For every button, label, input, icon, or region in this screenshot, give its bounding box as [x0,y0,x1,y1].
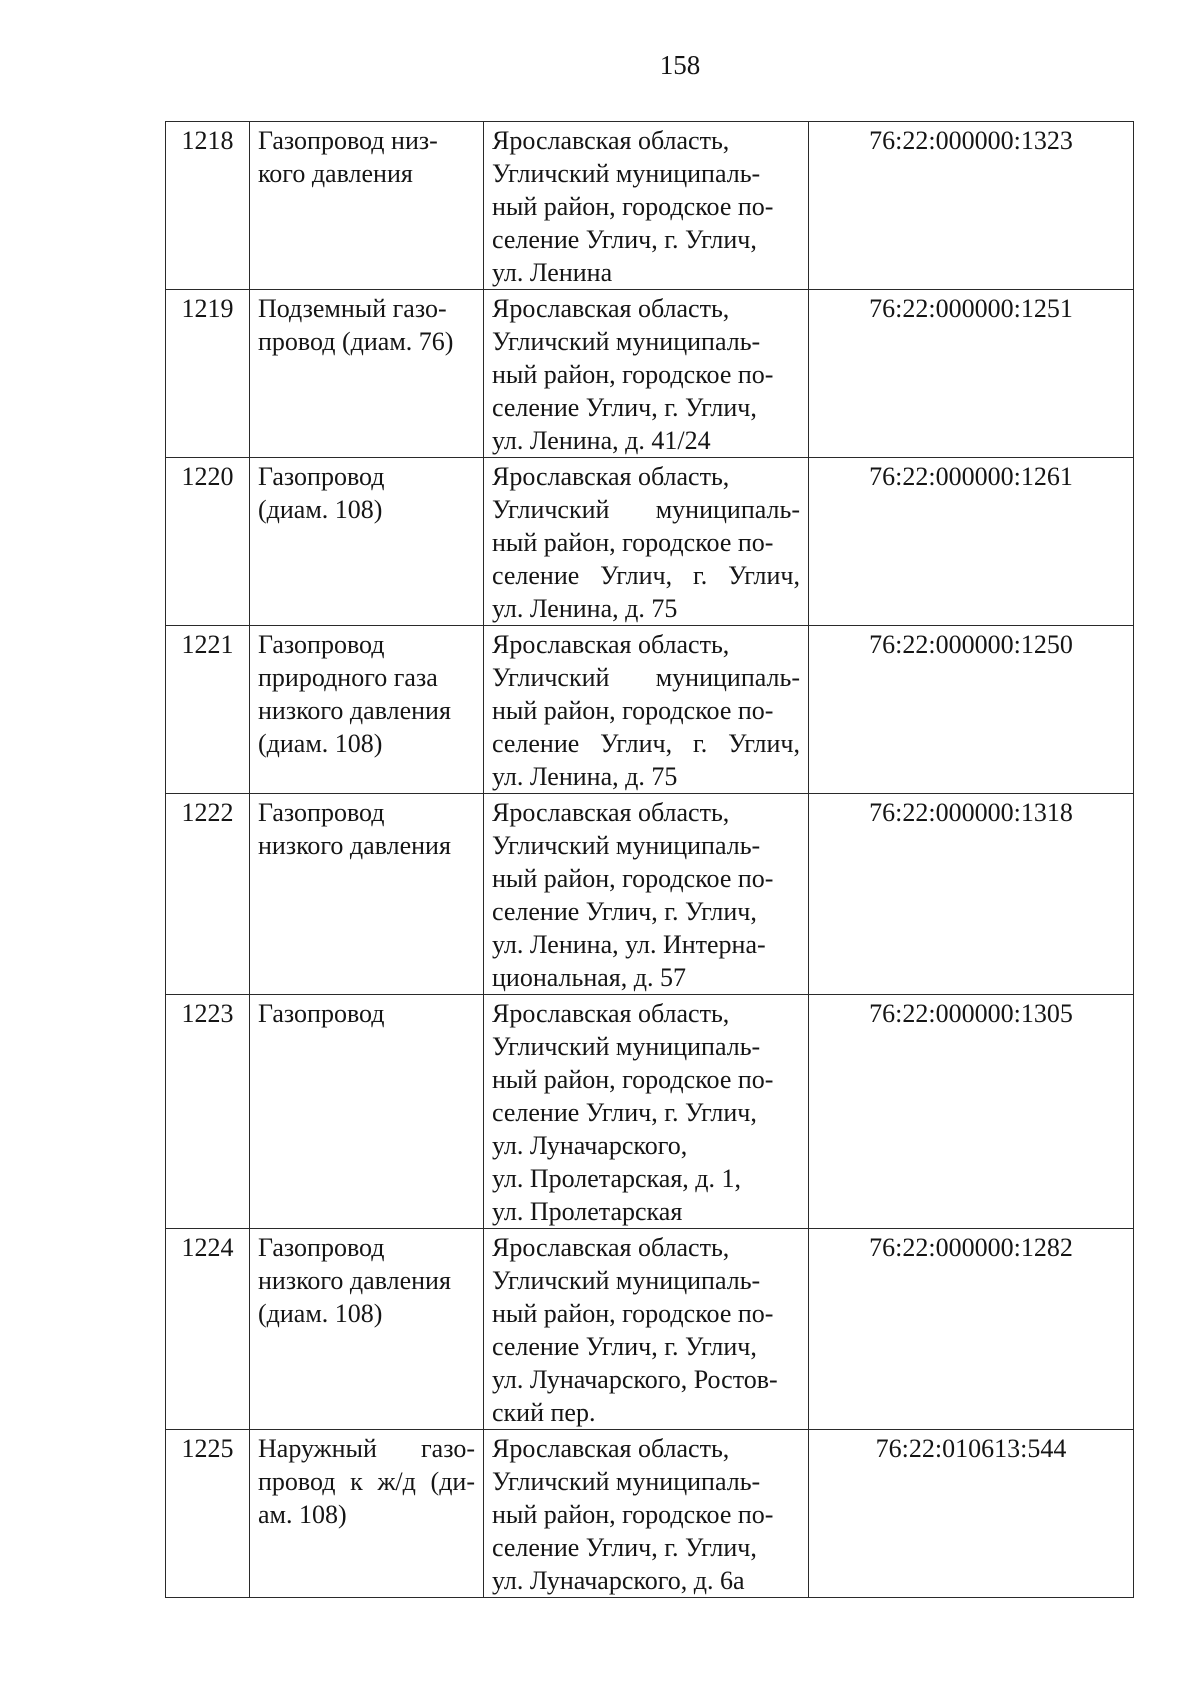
address-line: селение Углич, г. Углич, [492,561,800,590]
cadastral-number: 76:22:010613:544 [809,1430,1134,1598]
cadastral-number: 76:22:000000:1261 [809,458,1134,626]
object-name-line: низкого давления [258,1266,451,1295]
address-line: ул. Луначарского, Ростов- [492,1365,778,1394]
address-line: ский пер. [492,1398,596,1427]
address-line: Ярославская область, [492,462,730,491]
address-line: циональная, д. 57 [492,963,686,992]
object-name-line: (диам. 108) [258,1299,383,1328]
cadastral-number: 76:22:000000:1251 [809,290,1134,458]
address-cell [484,458,809,626]
address-line: Ярославская область, [492,1434,730,1463]
address-line: ул. Луначарского, д. 6а [492,1566,745,1595]
page-number: 158 [659,50,701,80]
object-name-cell [250,122,484,290]
address-line: Ярославская область, [492,294,730,323]
table-row [166,794,1134,995]
object-name-cell [250,626,484,794]
address-line: ный район, городское по- [492,696,774,725]
address-line: Ярославская область, [492,126,730,155]
address-cell [484,1229,809,1430]
address-line: селение Углич, г. Углич, [492,1332,757,1361]
table-row [166,290,1134,458]
address-line: Угличский муниципаль- [492,495,800,524]
object-name-cell [250,1229,484,1430]
address-line: Угличский муниципаль- [492,1266,761,1295]
object-name-line: кого давления [258,159,413,188]
object-name-cell [250,794,484,995]
object-name-line: Газопровод [258,630,385,659]
address-line: ный район, городское по- [492,528,774,557]
address-line: ул. Луначарского, [492,1131,688,1160]
cadastral-number: 76:22:000000:1318 [809,794,1134,995]
address-cell [484,122,809,290]
address-cell [484,1430,809,1598]
address-line: селение Углич, г. Углич, [492,225,757,254]
address-line: ул. Ленина, д. 75 [492,594,678,623]
address-cell [484,995,809,1229]
address-line: ул. Ленина [492,258,613,287]
address-line: ул. Пролетарская, д. 1, [492,1164,742,1193]
object-name-line: провод (диам. 76) [258,327,454,356]
object-name-cell [250,290,484,458]
table-row [166,626,1134,794]
row-number: 1220 [166,458,250,626]
address-line: ный район, городское по- [492,1500,774,1529]
address-cell [484,290,809,458]
object-name-line: Газопровод [258,462,385,491]
row-number: 1218 [166,122,250,290]
table-row [166,458,1134,626]
address-line: Ярославская область, [492,1233,730,1262]
row-number: 1223 [166,995,250,1229]
object-name-cell [250,458,484,626]
address-cell [484,626,809,794]
object-name-line: (диам. 108) [258,729,383,758]
address-line: селение Углич, г. Углич, [492,729,800,758]
object-name-line: Газопровод [258,1233,385,1262]
object-name-line: (диам. 108) [258,495,383,524]
row-number: 1224 [166,1229,250,1430]
row-number: 1225 [166,1430,250,1598]
address-line: ный район, городское по- [492,192,774,221]
address-line: селение Углич, г. Углич, [492,1098,757,1127]
registry-table [165,121,1134,1598]
address-line: ул. Ленина, ул. Интерна- [492,930,766,959]
address-line: ный район, городское по- [492,360,774,389]
address-line: ный район, городское по- [492,864,774,893]
table-row [166,122,1134,290]
address-line: Ярославская область, [492,999,730,1028]
object-name-line: Газопровод низ- [258,126,438,155]
registry-rows [166,122,1134,1598]
address-line: Угличский муниципаль- [492,831,761,860]
cadastral-number: 76:22:000000:1282 [809,1229,1134,1430]
address-line: ул. Ленина, д. 41/24 [492,426,711,455]
object-name-line: провод к ж/д (ди- [258,1467,475,1496]
object-name-line: низкого давления [258,831,451,860]
cadastral-number: 76:22:000000:1305 [809,995,1134,1229]
object-name-line: Газопровод [258,999,385,1028]
address-line: Угличский муниципаль- [492,663,800,692]
row-number: 1221 [166,626,250,794]
address-line: Ярославская область, [492,630,730,659]
object-name-line: низкого давления [258,696,451,725]
address-line: Угличский муниципаль- [492,159,761,188]
address-line: Угличский муниципаль- [492,327,761,356]
object-name-cell [250,995,484,1229]
table-row [166,1430,1134,1598]
object-name-line: ам. 108) [258,1500,347,1529]
object-name-line: Подземный газо- [258,294,447,323]
address-line: ул. Пролетарская [492,1197,683,1226]
row-number: 1222 [166,794,250,995]
cadastral-number: 76:22:000000:1323 [809,122,1134,290]
address-line: ный район, городское по- [492,1065,774,1094]
table-row [166,1229,1134,1430]
address-line: селение Углич, г. Углич, [492,897,757,926]
object-name-line: Газопровод [258,798,385,827]
address-line: ный район, городское по- [492,1299,774,1328]
cadastral-number: 76:22:000000:1250 [809,626,1134,794]
row-number: 1219 [166,290,250,458]
table-row [166,995,1134,1229]
object-name-line: Наружный газо- [258,1434,475,1463]
address-line: Ярославская область, [492,798,730,827]
address-cell [484,794,809,995]
address-line: Угличский муниципаль- [492,1467,761,1496]
object-name-cell [250,1430,484,1598]
address-line: Угличский муниципаль- [492,1032,761,1061]
address-line: селение Углич, г. Углич, [492,393,757,422]
address-line: селение Углич, г. Углич, [492,1533,757,1562]
object-name-line: природного газа [258,663,438,692]
address-line: ул. Ленина, д. 75 [492,762,678,791]
